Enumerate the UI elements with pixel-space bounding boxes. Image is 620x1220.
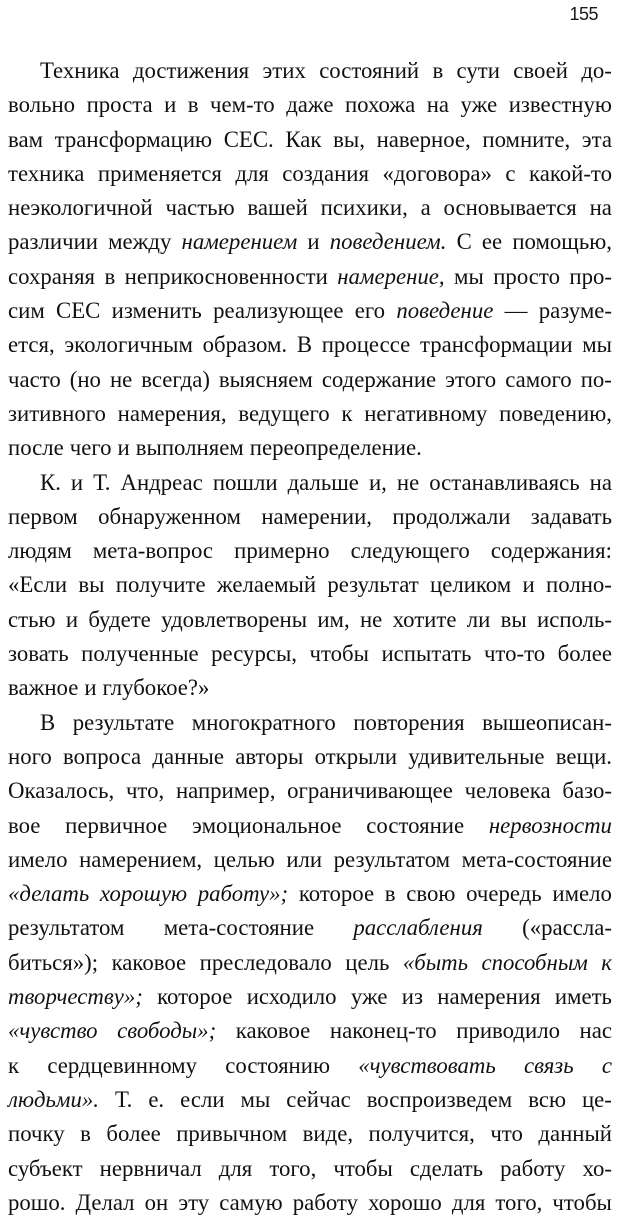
word: будете <box>88 606 151 632</box>
word: в <box>187 92 199 118</box>
word: получится, <box>368 1121 475 1147</box>
word: удивительные <box>408 743 545 769</box>
italic-word: людьми». <box>8 1086 99 1112</box>
italic-word: поведение <box>396 298 494 324</box>
page-number: 155 <box>569 4 598 24</box>
word: или <box>286 846 323 872</box>
text-line <box>8 568 612 602</box>
text-line <box>8 328 612 362</box>
word: с <box>505 160 516 186</box>
word: полно- <box>546 572 612 598</box>
word: мета-вопрос <box>92 538 214 564</box>
word: вы <box>500 606 527 632</box>
word: субъект <box>8 1155 83 1181</box>
word: всегда) <box>141 366 210 392</box>
word: намерения <box>437 984 541 1010</box>
word: обнаруженном <box>98 503 241 529</box>
text-line <box>8 671 612 705</box>
italic-word: «делать <box>8 881 90 907</box>
word: ется, <box>8 332 55 358</box>
text-line <box>8 774 612 808</box>
word: Делал <box>75 1189 135 1215</box>
word: примерно <box>234 538 330 564</box>
word: и <box>84 675 97 701</box>
word: С <box>456 229 472 255</box>
word: известную <box>508 92 612 118</box>
italic-word: расслабления <box>353 915 483 941</box>
word: целью <box>213 846 275 872</box>
text-line <box>8 54 612 88</box>
word: его <box>354 298 386 324</box>
text-line <box>8 706 612 740</box>
word: почку <box>8 1121 65 1147</box>
word: и <box>117 435 130 461</box>
word: трансформацию <box>54 126 213 152</box>
word: которое <box>157 984 233 1010</box>
word: если <box>180 1086 225 1112</box>
word: В <box>296 332 313 358</box>
word: воспроизведем <box>366 1086 513 1112</box>
word: повторения <box>353 709 465 735</box>
word: психики, <box>320 195 408 221</box>
italic-word: работу»; <box>197 881 289 907</box>
word: нас <box>579 1018 612 1044</box>
word: а <box>420 195 431 221</box>
text-line <box>8 603 612 637</box>
word: полученные <box>81 641 199 667</box>
word: СЕС. <box>223 126 274 152</box>
word: трансформации <box>419 332 573 358</box>
italic-word: связь <box>524 1052 574 1078</box>
text-line <box>8 260 612 294</box>
word: в <box>104 263 116 289</box>
word: имело <box>8 846 68 872</box>
text-line <box>8 123 612 157</box>
word: неэкологичной <box>8 195 153 221</box>
word: того, <box>495 1189 543 1215</box>
word: мета-состояние <box>163 915 315 941</box>
word: Оказалось, <box>8 778 115 804</box>
word: намерением, <box>79 846 203 872</box>
word: приводило <box>456 1018 560 1044</box>
word: которое <box>298 881 375 907</box>
word: Андреас <box>120 469 203 495</box>
word: сути <box>456 58 500 83</box>
word: про- <box>569 263 612 289</box>
word: ресурсы, <box>211 641 297 667</box>
word: биться»); <box>8 949 99 975</box>
word: намерении, <box>261 503 372 529</box>
word: первом <box>8 503 78 529</box>
word: того, <box>269 1155 317 1181</box>
word: продолжали <box>392 503 511 529</box>
word: этого <box>445 366 497 392</box>
word: помощью, <box>512 229 612 255</box>
word: работу <box>292 1189 358 1215</box>
word: разуме- <box>538 298 612 324</box>
word: и <box>307 229 320 255</box>
word: мы <box>454 263 484 289</box>
word: целиком <box>430 572 512 598</box>
word: («расслa- <box>522 915 612 941</box>
word: в <box>384 881 396 907</box>
word: содержания: <box>490 538 612 564</box>
italic-word: намерение, <box>337 263 445 289</box>
word: ли <box>466 606 491 632</box>
text-line <box>8 877 612 911</box>
word: самую <box>219 1189 283 1215</box>
text-line <box>8 1152 612 1186</box>
word: и <box>522 572 535 598</box>
word: результат <box>327 572 419 598</box>
word: вам <box>8 126 44 152</box>
word: для <box>218 1155 253 1181</box>
word: К. <box>40 469 61 495</box>
word: исходило <box>246 984 337 1010</box>
word: сейчас <box>286 1086 351 1112</box>
word: и <box>164 92 177 118</box>
word: сохраняя <box>8 263 96 289</box>
word: выясняем <box>218 366 313 392</box>
word: даже <box>286 92 334 118</box>
word: многократного <box>191 709 336 735</box>
text-line <box>8 1083 612 1117</box>
word: результатом <box>8 915 125 941</box>
word: преследовало <box>199 949 332 975</box>
word: пошли <box>212 469 278 495</box>
word: удовлетворены <box>161 606 308 632</box>
word: ведущего <box>238 400 330 426</box>
word: им, <box>317 606 350 632</box>
word: неприкосновенности <box>124 263 328 289</box>
word: каковое <box>235 1018 311 1044</box>
text-line <box>8 1186 612 1220</box>
text-line <box>8 809 612 843</box>
word: задавать <box>530 503 612 529</box>
word: СЕС <box>56 298 101 324</box>
italic-word: нервозности <box>488 812 612 838</box>
word: зитивного <box>8 400 106 426</box>
italic-word: «чувствовать <box>358 1052 496 1078</box>
text-line <box>8 225 612 259</box>
word: что-то <box>483 641 546 667</box>
word: проста <box>86 92 153 118</box>
word: дальше <box>287 469 359 495</box>
word: какой-то <box>528 160 612 186</box>
italic-word: «чувство <box>8 1018 98 1044</box>
word: между <box>108 229 172 255</box>
text-line <box>8 363 612 397</box>
word: людям <box>8 538 72 564</box>
word: мета-состояние <box>461 846 612 872</box>
word: вышеописан- <box>482 709 612 735</box>
word: глубокое?» <box>102 675 210 701</box>
italic-word: хорошую <box>99 881 188 907</box>
word: к <box>341 400 353 426</box>
word: «договора» <box>382 160 492 186</box>
word: Техника <box>40 58 120 83</box>
word: базо- <box>562 778 612 804</box>
word: получите <box>115 572 206 598</box>
word: уже <box>350 984 388 1010</box>
word: (но <box>69 366 101 392</box>
word: поведению, <box>499 400 612 426</box>
italic-word: намерением <box>181 229 298 255</box>
word: достижения <box>132 58 250 83</box>
italic-word: к <box>601 949 612 975</box>
text-line <box>8 1049 612 1083</box>
word: хотите <box>392 606 457 632</box>
word: хо- <box>582 1155 612 1181</box>
word: из <box>401 984 424 1010</box>
word: вопроса <box>63 743 142 769</box>
word: исполь- <box>537 606 612 632</box>
word: состоянию <box>225 1052 330 1078</box>
text-line <box>8 466 612 500</box>
word: эта <box>581 126 612 152</box>
word: образом. <box>202 332 288 358</box>
word: частью <box>165 195 235 221</box>
text-line <box>8 191 612 225</box>
word: е. <box>148 1086 165 1112</box>
word: свою <box>406 881 456 907</box>
word: применяется <box>97 160 222 186</box>
word: что <box>490 1121 523 1147</box>
word: состояние <box>366 812 465 838</box>
word: привычном <box>176 1121 288 1147</box>
word: сердцевинному <box>47 1052 197 1078</box>
word: эту <box>178 1189 210 1215</box>
word: основывается <box>443 195 577 221</box>
word: уже <box>460 92 498 118</box>
word: наверное, <box>376 126 471 152</box>
word: в <box>432 58 444 83</box>
word: первичное <box>65 812 168 838</box>
word: самого <box>505 366 572 392</box>
word: авторы <box>235 743 304 769</box>
text-line <box>8 157 612 191</box>
text-line <box>8 1117 612 1151</box>
word: данный <box>538 1121 612 1147</box>
word: «Если <box>8 572 68 598</box>
italic-word: творчеству»; <box>8 984 143 1010</box>
word: просто <box>493 263 560 289</box>
text-line <box>8 980 612 1014</box>
text-line <box>8 946 612 980</box>
word: чем-то <box>210 92 275 118</box>
word: более <box>557 641 612 667</box>
word: для <box>451 1189 486 1215</box>
word: вещи. <box>555 743 612 769</box>
word: по- <box>580 366 612 392</box>
word: ее <box>481 229 503 255</box>
word: переопределение. <box>249 435 422 461</box>
italic-word: свободы»; <box>117 1018 217 1044</box>
word: не <box>109 366 133 392</box>
italic-word: с <box>601 1052 612 1078</box>
word: он <box>144 1189 169 1215</box>
word: выполняем <box>135 435 244 461</box>
word: очередь <box>466 881 542 907</box>
word: создания <box>282 160 369 186</box>
word: мы <box>240 1086 271 1112</box>
word: данные <box>152 743 224 769</box>
word: мы <box>582 332 612 358</box>
word: в <box>80 1121 91 1147</box>
word: техника <box>8 160 85 186</box>
text-line <box>8 500 612 534</box>
word: имело <box>552 881 612 907</box>
word: для <box>235 160 269 186</box>
text-line <box>8 843 612 877</box>
text-line <box>8 534 612 568</box>
text-line <box>8 911 612 945</box>
word: к <box>8 1052 20 1078</box>
word: изменить <box>111 298 202 324</box>
word: помните, <box>482 126 571 152</box>
word: чтобы <box>552 1189 612 1215</box>
word: на <box>589 195 612 221</box>
word: зовать <box>8 641 69 667</box>
word: всю <box>528 1086 566 1112</box>
word: чего <box>69 435 112 461</box>
word: желаемый <box>216 572 317 598</box>
word: что, <box>125 778 165 804</box>
word: и <box>70 469 84 495</box>
word: похожа <box>344 92 416 118</box>
word: стью <box>8 606 56 632</box>
text-line <box>8 740 612 774</box>
text-line <box>8 637 612 671</box>
word: и, <box>368 469 387 495</box>
word: человека <box>464 778 551 804</box>
word: испытать <box>381 641 472 667</box>
word: эмоциональное <box>192 812 342 838</box>
word: иметь <box>554 984 612 1010</box>
word: це- <box>581 1086 612 1112</box>
word: рошо. <box>8 1189 66 1215</box>
text-line <box>8 397 612 431</box>
word: реализующее <box>213 298 344 324</box>
word: хорошо <box>368 1189 442 1215</box>
word: В <box>40 709 56 735</box>
italic-word: способным <box>481 949 588 975</box>
word: процессе <box>321 332 411 358</box>
text-line <box>8 88 612 122</box>
word: чтобы <box>333 1155 393 1181</box>
word: сделать <box>409 1155 484 1181</box>
word: не <box>396 469 420 495</box>
word: своей <box>513 58 568 83</box>
word: ного <box>8 743 52 769</box>
text-line <box>8 431 612 465</box>
word: на <box>589 469 612 495</box>
word: негативному <box>364 400 488 426</box>
word: и <box>65 606 79 632</box>
word: экологичным <box>64 332 193 358</box>
word: результатом <box>333 846 451 872</box>
word: до- <box>581 58 612 83</box>
word: вы, <box>333 126 365 152</box>
word: нервничал <box>99 1155 202 1181</box>
body-text <box>8 54 612 1220</box>
word: более <box>106 1121 161 1147</box>
text-line <box>8 1014 612 1048</box>
word: вольно <box>8 92 76 118</box>
word: вашей <box>247 195 308 221</box>
word: чтобы <box>309 641 369 667</box>
word: виде, <box>302 1121 354 1147</box>
word: содержание <box>321 366 437 392</box>
word: важное <box>8 675 79 701</box>
word: сим <box>8 298 45 324</box>
word: открыли <box>314 743 398 769</box>
word: следующего <box>350 538 470 564</box>
word: останавливаясь <box>429 469 580 495</box>
word: намерения, <box>117 400 227 426</box>
word: результате <box>72 709 175 735</box>
word: вое <box>8 812 41 838</box>
word: после <box>8 435 64 461</box>
word: часто <box>8 366 61 392</box>
word: Т. <box>114 1086 133 1112</box>
word: каковое <box>111 949 187 975</box>
word: наконец-то <box>329 1018 437 1044</box>
word: работу <box>500 1155 566 1181</box>
word: цель <box>345 949 390 975</box>
word: не <box>359 606 383 632</box>
word: ограничивающее <box>287 778 453 804</box>
word: вы <box>78 572 105 598</box>
text-line <box>8 294 612 328</box>
word: различии <box>8 229 98 255</box>
word: Т. <box>93 469 111 495</box>
word: Как <box>285 126 322 152</box>
word: — <box>504 298 528 324</box>
italic-word: «быть <box>402 949 468 975</box>
word: например, <box>175 778 276 804</box>
word: состояний <box>319 58 420 83</box>
word: этих <box>262 58 306 83</box>
word: на <box>426 92 450 118</box>
italic-word: поведением. <box>329 229 447 255</box>
